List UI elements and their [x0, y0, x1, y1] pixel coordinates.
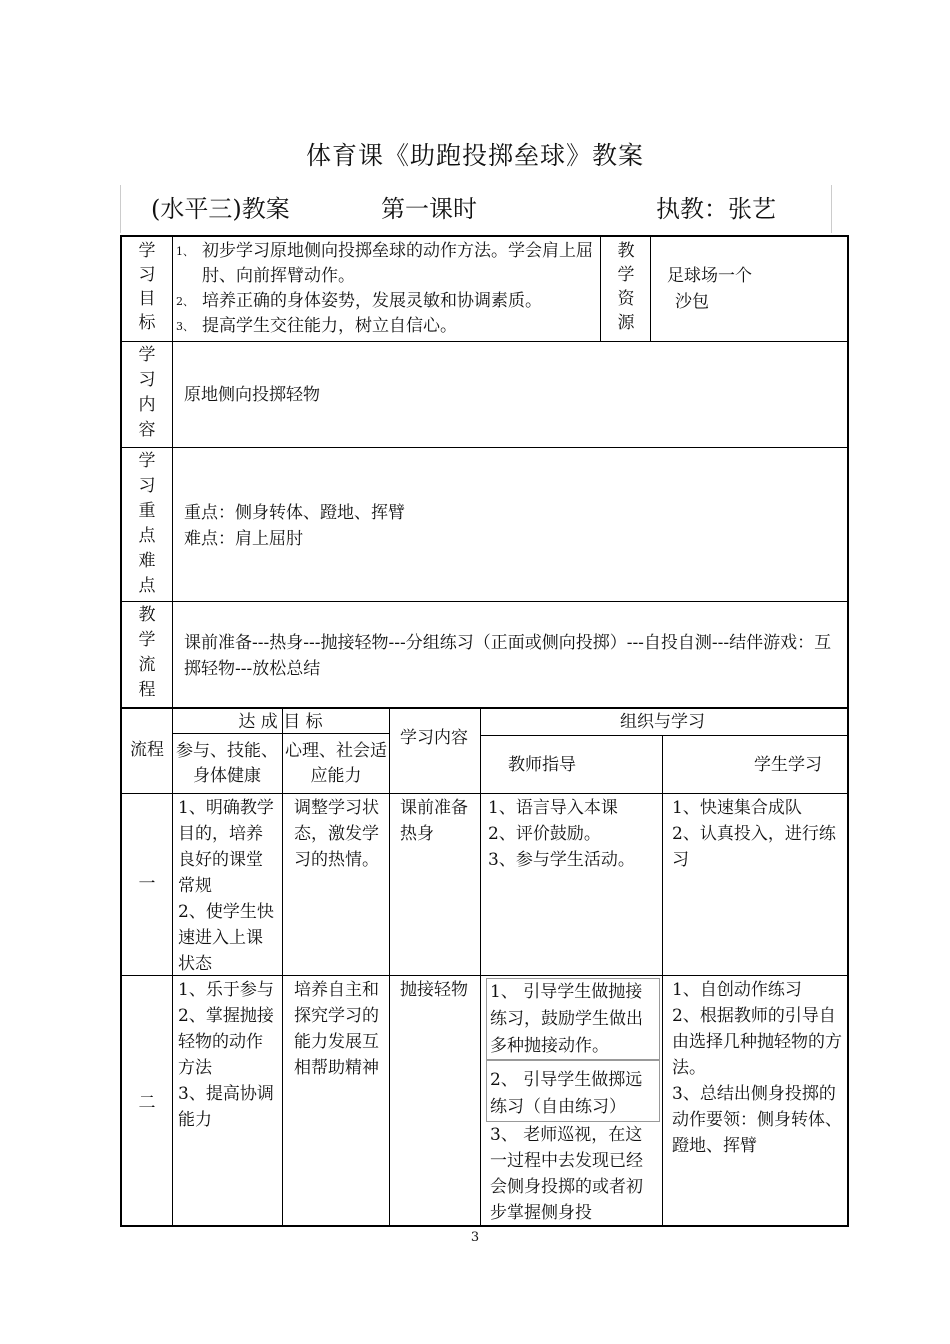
- focus-label: 学 习 重 点 难 点: [138, 451, 156, 596]
- row1-content: 课前准备 热身: [400, 798, 468, 844]
- row1-teacher: 1、语言导入本课 2、评价鼓励。 3、参与学生活动。: [488, 798, 635, 870]
- header-content: 学习内容: [400, 728, 468, 748]
- objective-item: 3、 提高学生交往能力，树立自信心。: [176, 316, 457, 336]
- header-org: 组织与学习: [620, 712, 705, 732]
- subheader: [120, 185, 832, 233]
- row1-goal-b: 调整学习状态，激发学习的热情。: [294, 798, 379, 870]
- row2-student: 1、自创动作练习 2、根据教师的引导自由选择几种抛轻物的方法。 3、总结出侧身投掷的动作要领：侧身转体、蹬地、挥臂: [672, 980, 842, 1156]
- page-number: 3: [470, 1230, 480, 1245]
- objective-item: 1、 初步学习原地侧向投掷垒球的动作方法。学会肩上屈肘、向前挥臂动作。: [176, 241, 593, 286]
- header-goal-b: 心理、社会适应能力: [285, 741, 387, 786]
- content-label: 学 习 内 容: [138, 345, 156, 440]
- goals-divider: [172, 733, 389, 734]
- table-bottom: [122, 1225, 847, 1227]
- focus-text: [184, 500, 405, 552]
- row-divider: [122, 447, 847, 448]
- objectives-label: 学 习 目 标: [138, 241, 156, 333]
- flow-label: 教 学 流 程: [138, 605, 156, 700]
- row1-student: 1、快速集合成队 2、认真投入，进行练习: [672, 798, 836, 870]
- resources-label: 教 学 资 源: [617, 241, 635, 333]
- period-label: 第一课时: [381, 195, 477, 223]
- header-flow: 流程: [130, 740, 164, 760]
- level-label: (水平三)教案: [151, 195, 290, 223]
- flow-text: 课前准备---热身---抛接轻物---分组练习（正面或侧向投掷）---自投自测---结伴游戏：互掷轻物---放松总结: [184, 633, 832, 679]
- header-student: 学生学习: [754, 755, 822, 775]
- lesson-plan-table: [120, 235, 849, 1227]
- row2-teacher-1: 1、 引导学生做抛接练习，鼓励学生做出多种抛接动作。: [490, 982, 643, 1056]
- row-divider: [480, 735, 847, 736]
- row1-goal-a: 1、明确教学目的，培养良好的课堂常规 2、使学生快速进入上课状态: [178, 798, 274, 974]
- row2-goal-a: 1、乐于参与 2、掌握抛接轻物的动作方法 3、提高协调能力: [178, 980, 274, 1130]
- row2-teacher-3: 3、 老师巡视，在这一过程中去发现已经会侧身投掷的或者初步掌握侧身投: [490, 1125, 643, 1223]
- header-goal-a: 参与、技能、身体健康: [176, 741, 278, 786]
- content-text: 原地侧向投掷轻物: [184, 385, 320, 405]
- row2-goal-b: 培养自主和探究学习的能力发展互相帮助精神: [294, 980, 379, 1078]
- col-divider: [389, 707, 390, 1225]
- header-goals: 达 成 目 标: [238, 712, 323, 732]
- header-teacher: 教师指导: [508, 755, 576, 775]
- col-divider: [480, 707, 481, 1225]
- difficult-point: 难点：肩上屈肘: [184, 529, 303, 549]
- col-divider: [662, 735, 663, 1225]
- key-point: 重点：侧身转体、蹬地、挥臂: [184, 503, 405, 523]
- document-title: 体育课《助跑投掷垒球》教案: [305, 141, 644, 170]
- row-divider: [122, 793, 847, 794]
- teacher-label: 执教：张艺: [656, 195, 776, 223]
- row2-teacher-2: 2、 引导学生做掷远练习（自由练习）: [490, 1070, 643, 1117]
- row2-step: 二: [138, 1093, 156, 1113]
- row1-step: 一: [138, 874, 156, 894]
- objective-item: 2、 培养正确的身体姿势，发展灵敏和协调素质。: [176, 291, 542, 311]
- objectives-list: [176, 239, 596, 339]
- row2-content: 抛接轻物: [400, 980, 468, 1000]
- row-divider: [122, 601, 847, 602]
- row-divider: [122, 341, 847, 342]
- resources-list: 足球场一个 沙包: [667, 266, 752, 312]
